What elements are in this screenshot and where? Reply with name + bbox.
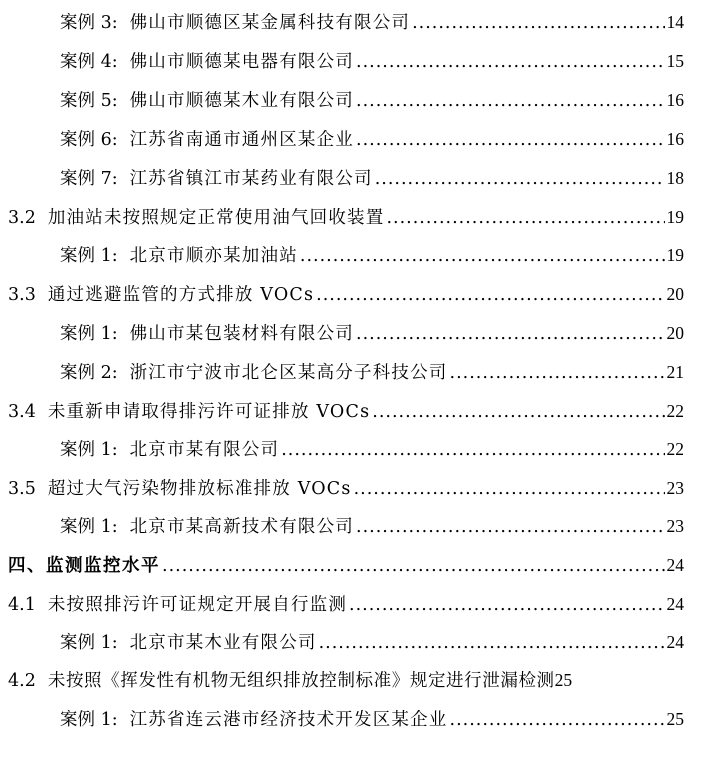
entry-number: 3.5: [8, 479, 36, 499]
entry-number: 案例 6:: [60, 130, 118, 150]
dot-leader: [316, 283, 664, 307]
entry-number: 案例 1:: [60, 440, 118, 460]
entry-page-number: 25: [554, 670, 573, 690]
entry-title: 浙江市宁波市北仑区某高分子科技公司: [129, 363, 448, 383]
toc-entry[interactable]: [60, 88, 684, 113]
entry-title: 通过逃避监管的方式排放 VOCs: [47, 285, 315, 305]
toc-entry[interactable]: [60, 243, 684, 268]
entry-number: 3.2: [8, 208, 36, 228]
entry-page-number: 24: [666, 555, 684, 575]
toc-entry[interactable]: [60, 10, 684, 35]
entry-title: 江苏省镇江市某药业有限公司: [129, 169, 373, 189]
toc-entry[interactable]: [60, 49, 684, 74]
dot-leader: [300, 244, 665, 268]
entry-title: 未按照《挥发性有机物无组织排放控制标准》规定进行泄漏检测: [47, 671, 555, 691]
dot-leader: [319, 631, 665, 655]
entry-title: 佛山市顺德某木业有限公司: [129, 91, 354, 111]
entry-title: 四、监测监控水平: [8, 556, 160, 576]
entry-page-number: 21: [666, 362, 684, 382]
toc-entry[interactable]: [8, 553, 684, 578]
toc-entry[interactable]: [8, 399, 684, 424]
entry-page-number: 22: [666, 401, 684, 421]
entry-title: 佛山市顺德某电器有限公司: [129, 52, 354, 72]
toc-entry[interactable]: [60, 127, 684, 152]
entry-number: 案例 1:: [60, 324, 118, 344]
dot-leader: [354, 477, 665, 501]
dot-leader: [356, 89, 665, 113]
toc-entry[interactable]: [60, 707, 684, 732]
toc-entry[interactable]: [8, 668, 700, 693]
entry-title: 未重新申请取得排污许可证排放 VOCs: [47, 402, 371, 422]
dot-leader: [356, 515, 665, 539]
entry-page-number: 20: [666, 323, 684, 343]
entry-page-number: 19: [666, 245, 684, 265]
entry-page-number: 15: [666, 51, 684, 71]
entry-title: 未按照排污许可证规定开展自行监测: [47, 595, 348, 615]
entry-number: 案例 7:: [60, 169, 118, 189]
entry-number: 案例 1:: [60, 246, 118, 266]
entry-page-number: 22: [666, 439, 684, 459]
entry-page-number: 18: [666, 168, 684, 188]
entry-page-number: 23: [666, 478, 684, 498]
entry-page-number: 16: [666, 129, 684, 149]
entry-number: 3.3: [8, 285, 36, 305]
toc-entry[interactable]: [60, 630, 684, 655]
toc-entry[interactable]: [60, 360, 684, 385]
entry-number: 4.1: [8, 595, 36, 615]
entry-number: 4.2: [8, 671, 36, 691]
dot-leader: [412, 11, 664, 35]
entry-page-number: 20: [666, 284, 684, 304]
entry-page-number: 25: [666, 709, 684, 729]
entry-page-number: 23: [666, 516, 684, 536]
dot-leader: [450, 361, 665, 385]
dot-leader: [375, 167, 665, 191]
toc-entry[interactable]: [8, 476, 684, 501]
entry-title: 北京市某有限公司: [129, 440, 280, 460]
entry-page-number: 24: [666, 594, 684, 614]
entry-page-number: 14: [666, 12, 684, 32]
dot-leader: [356, 50, 665, 74]
toc-entry[interactable]: [8, 592, 684, 617]
entry-title: 北京市顺亦某加油站: [129, 246, 298, 266]
toc-entry[interactable]: [8, 205, 684, 230]
entry-number: 案例 1:: [60, 633, 118, 653]
toc-entry[interactable]: [8, 282, 684, 307]
dot-leader: [450, 708, 665, 732]
entry-title: 佛山市顺德区某金属科技有限公司: [129, 13, 411, 33]
entry-title: 北京市某高新技术有限公司: [129, 517, 354, 537]
dot-leader: [356, 128, 665, 152]
entry-title: 加油站未按照规定正常使用油气回收装置: [47, 208, 385, 228]
entry-number: 案例 1:: [60, 710, 118, 730]
dot-leader: [162, 554, 665, 578]
entry-page-number: 16: [666, 90, 684, 110]
entry-title: 江苏省连云港市经济技术开发区某企业: [129, 710, 448, 730]
entry-number: 案例 4:: [60, 52, 118, 72]
entry-number: 案例 3:: [60, 13, 118, 33]
entry-title: 北京市某木业有限公司: [129, 633, 317, 653]
dot-leader: [356, 322, 665, 346]
entry-title: 超过大气污染物排放标准排放 VOCs: [47, 479, 352, 499]
entry-number: 案例 1:: [60, 517, 118, 537]
toc-entry[interactable]: [60, 514, 684, 539]
entry-number: 3.4: [8, 402, 36, 422]
toc-entry[interactable]: [60, 321, 684, 346]
toc-entry[interactable]: [60, 166, 684, 191]
entry-number: 案例 2:: [60, 363, 118, 383]
entry-page-number: 19: [666, 207, 684, 227]
entry-title: 佛山市某包装材料有限公司: [129, 324, 354, 344]
dot-leader: [349, 593, 664, 617]
dot-leader: [281, 438, 664, 462]
toc-entry[interactable]: [60, 437, 684, 462]
dot-leader: [386, 206, 664, 230]
entry-number: 案例 5:: [60, 91, 118, 111]
entry-title: 江苏省南通市通州区某企业: [129, 130, 354, 150]
entry-page-number: 24: [666, 632, 684, 652]
dot-leader: [372, 400, 664, 424]
